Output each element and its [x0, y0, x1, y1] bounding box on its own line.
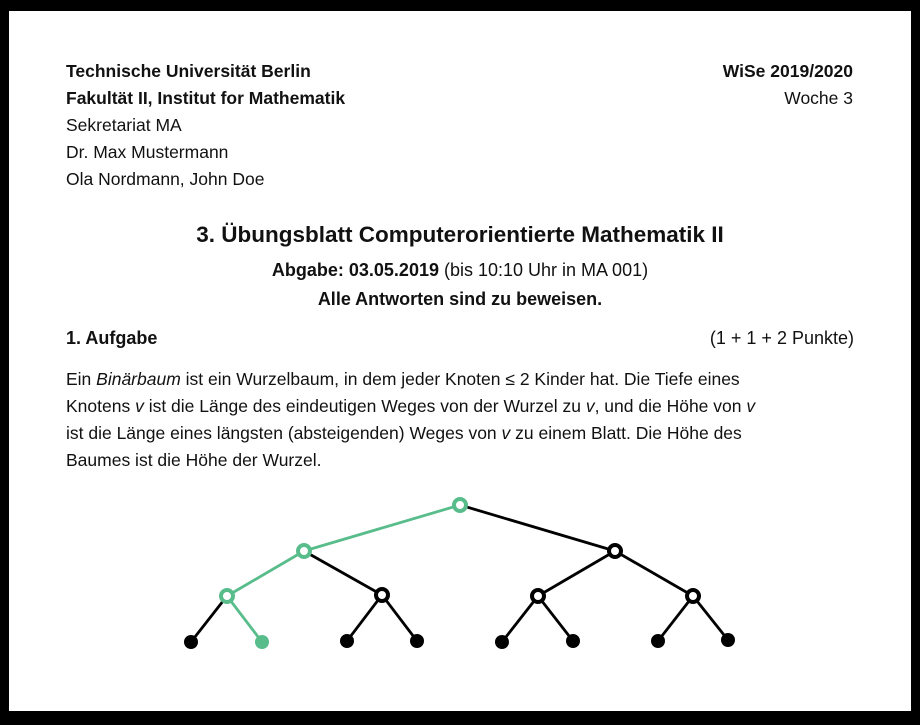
tree-leaf-node	[651, 634, 665, 648]
tree-inner-node	[687, 590, 699, 602]
paragraph-line	[66, 393, 866, 420]
tree-leaf-node	[255, 635, 269, 649]
text-segment: , und die Höhe von	[594, 396, 747, 416]
tree-edge	[227, 596, 262, 642]
text-segment: ist ein Wurzelbaum, in dem jeder Knoten ≤ 2 Kinder hat. Die Tiefe eines	[180, 369, 740, 389]
tree-edge	[191, 596, 227, 642]
assistants-line: Ola Nordmann, John Doe	[66, 169, 265, 189]
tree-edge	[227, 551, 304, 596]
text-segment: Binärbaum	[96, 369, 181, 389]
task-paragraph	[66, 366, 866, 474]
tree-edge	[460, 505, 615, 551]
tree-edge	[615, 551, 693, 596]
tree-edge	[304, 551, 382, 595]
tree-inner-node	[376, 589, 388, 601]
office-line: Sekretariat MA	[66, 115, 182, 135]
institution-line: Technische Universität Berlin	[66, 61, 311, 81]
text-segment: v	[501, 423, 511, 443]
sheet-title: 3. Übungsblatt Computerorientierte Mathematik II	[196, 222, 724, 247]
tree-edge	[304, 505, 460, 551]
text-segment: v	[585, 396, 595, 416]
text-segment: Ein	[66, 369, 97, 389]
tree-leaf-node	[721, 633, 735, 647]
tree-edge	[382, 595, 417, 641]
text-segment: Baumes ist die Höhe der Wurzel.	[66, 450, 322, 470]
text-segment: ist die Länge eines längsten (absteigenden) Weges von	[66, 423, 502, 443]
tree-edge	[693, 596, 728, 640]
tree-edge	[538, 551, 615, 596]
instruction-note: Alle Antworten sind zu beweisen.	[317, 289, 603, 309]
tree-edge	[538, 596, 573, 641]
task-heading: 1. Aufgabe	[66, 328, 158, 348]
semester-line: WiSe 2019/2020	[722, 61, 853, 81]
header-left	[66, 58, 345, 193]
text-segment: v	[746, 396, 756, 416]
due-line	[66, 260, 854, 281]
due-details: (bis 10:10 Uhr in MA 001)	[438, 260, 649, 280]
tree-leaf-node	[184, 635, 198, 649]
paragraph-line	[66, 447, 866, 474]
task-row	[66, 328, 854, 349]
task-points: (1 + 1 + 2 Punkte)	[709, 328, 854, 348]
text-segment: v	[135, 396, 144, 416]
tree-leaf-node	[495, 635, 509, 649]
tree-inner-node	[532, 590, 544, 602]
paragraph-line	[66, 366, 866, 393]
text-segment: ist die Länge des eindeutigen Weges von der Wurzel zu	[143, 396, 586, 416]
tree-inner-node	[298, 545, 310, 557]
tree-edge	[658, 596, 693, 641]
header-right	[723, 58, 853, 112]
tree-leaf-node	[410, 634, 424, 648]
tree-inner-node	[609, 545, 621, 557]
due-date: Abgabe: 03.05.2019	[271, 260, 439, 280]
tree-leaf-node	[340, 634, 354, 648]
week-line: Woche 3	[784, 88, 853, 108]
tree-inner-node	[221, 590, 233, 602]
faculty-line: Fakultät II, Institut for Mathematik	[66, 88, 346, 108]
paragraph-line	[66, 420, 866, 447]
lecturer-line: Dr. Max Mustermann	[66, 142, 229, 162]
tree-inner-node	[454, 499, 466, 511]
text-segment: zu einem Blatt. Die Höhe des	[510, 423, 742, 443]
tree-leaf-node	[566, 634, 580, 648]
tree-edge	[502, 596, 538, 642]
text-segment: Knotens	[66, 396, 136, 416]
tree-edge	[347, 595, 382, 641]
